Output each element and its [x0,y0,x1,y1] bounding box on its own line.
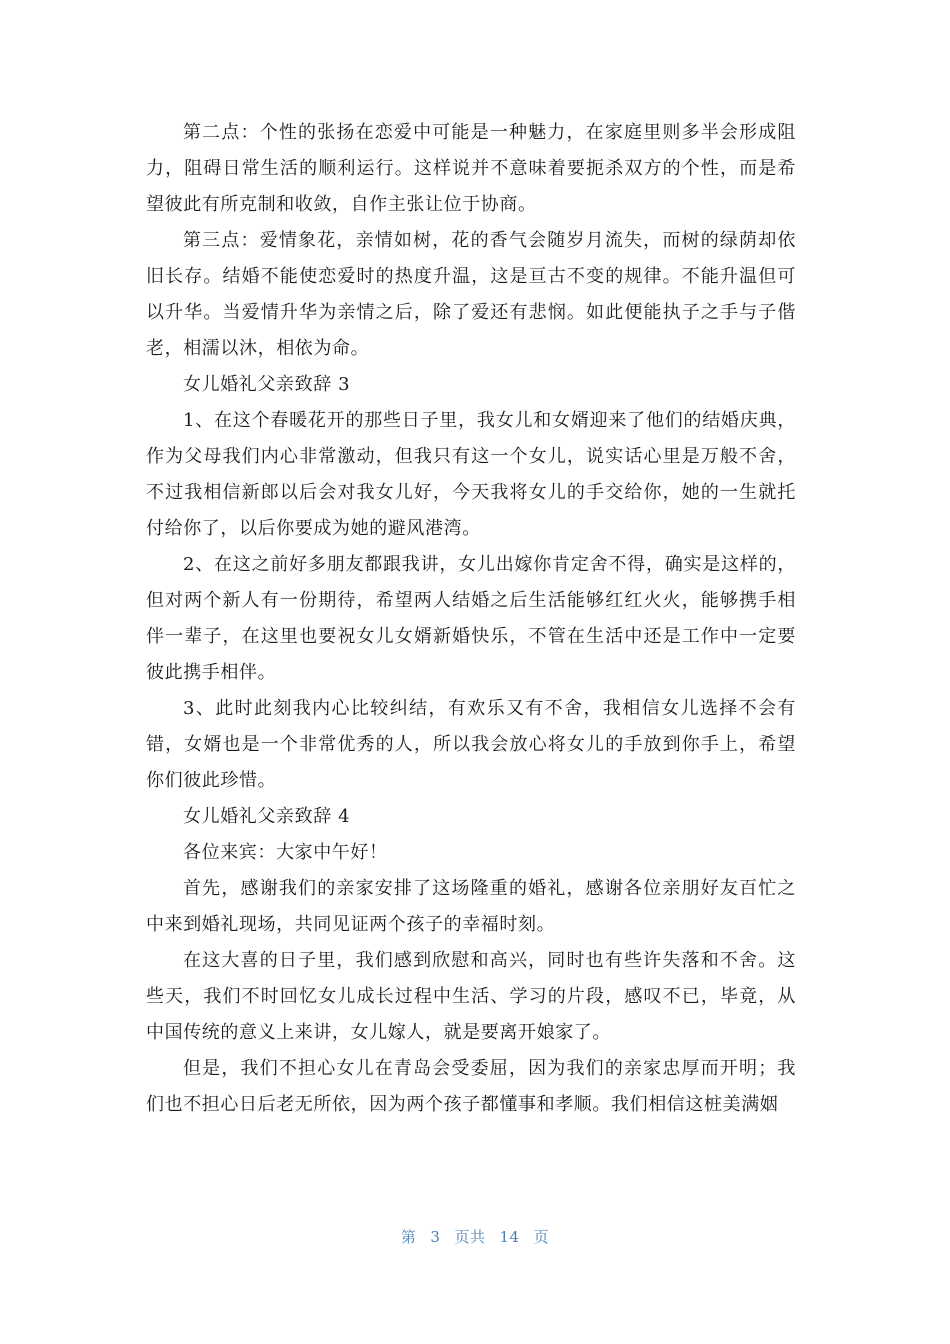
paragraph-speech3-item3: 3、此时此刻我内心比较纠结，有欢乐又有不舍，我相信女儿选择不会有错，女婿也是一个非常优秀的人，所以我会放心将女儿的手放到你手上，希望你们彼此珍惜。 [146,698,796,791]
footer-middle: 页共 [454,1228,486,1246]
paragraph-point-two: 第二点：个性的张扬在恋爱中可能是一种魅力，在家庭里则多半会形成阻力，阻碍日常生活的顺利运行。这样说并不意味着要扼杀双方的个性，而是希望彼此有所克制和收敛，自作主张让位于协商。 [146,122,796,215]
footer-prefix: 第 [400,1228,417,1246]
document-body [146,115,796,1123]
section-heading-3: 女儿婚礼父亲致辞 3 [183,374,351,395]
paragraph-thanks: 首先，感谢我们的亲家安排了这场隆重的婚礼，感谢各位亲朋好友百忙之中来到婚礼现场，共同见证两个孩子的幸福时刻。 [146,878,796,935]
footer-total-pages: 14 [499,1228,520,1246]
section-heading-4: 女儿婚礼父亲致辞 4 [183,806,351,827]
footer-suffix: 页 [533,1228,550,1246]
paragraph-point-three: 第三点：爱情象花，亲情如树，花的香气会随岁月流失，而树的绿荫却依旧长存。结婚不能使恋爱时的热度升温，这是亘古不变的规律。不能升温但可以升华。当爱情升华为亲情之后，除了爱还有悲悯。如此便能执子之手与子偕老，相濡以沐，相依为命。 [146,230,796,359]
page-number-footer [0,1226,950,1247]
paragraph-feelings: 在这大喜的日子里，我们感到欣慰和高兴，同时也有些许失落和不舍。这些天，我们不时回忆女儿成长过程中生活、学习的片段，感叹不已，毕竟，从中国传统的意义上来讲，女儿嫁人，就是要离开娘家了。 [146,950,796,1043]
paragraph-greeting: 各位来宾：大家中午好！ [183,842,388,863]
paragraph-speech3-item1: 1、在这个春暖花开的那些日子里，我女儿和女婿迎来了他们的结婚庆典，作为父母我们内心非常激动，但我只有这一个女儿，说实话心里是万般不舍，不过我相信新郎以后会对我女儿好，今天我将女儿的手交给你，她的一生就托付给你了，以后你要成为她的避风港湾。 [146,410,796,539]
paragraph-speech3-item2: 2、在这之前好多朋友都跟我讲，女儿出嫁你肯定舍不得，确实是这样的，但对两个新人有一份期待，希望两人结婚之后生活能够红红火火，能够携手相伴一辈子，在这里也要祝女儿女婿新婚快乐，不管在生活中还是工作中一定要彼此携手相伴。 [146,554,796,683]
footer-current-page: 3 [430,1228,441,1246]
paragraph-assurance: 但是，我们不担心女儿在青岛会受委屈，因为我们的亲家忠厚而开明；我们也不担心日后老无所依，因为两个孩子都懂事和孝顺。我们相信这桩美满姻 [146,1058,796,1115]
